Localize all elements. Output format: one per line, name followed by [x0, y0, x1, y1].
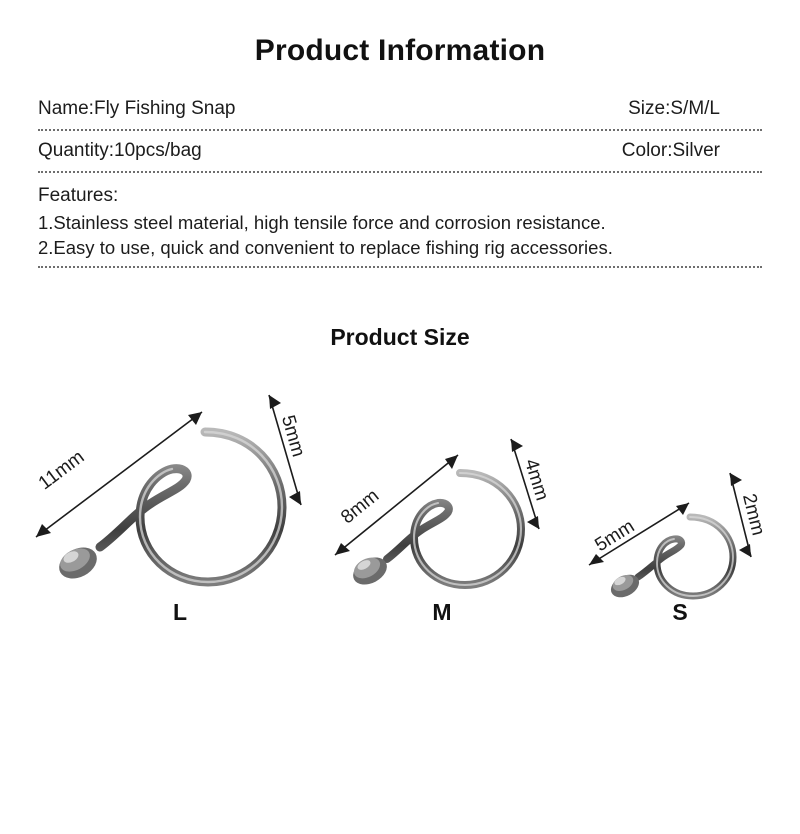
product-size-title: Product Size	[330, 324, 470, 350]
features-block	[38, 182, 762, 268]
snap-group-large	[20, 377, 320, 667]
dimension-length-small: 5mm	[591, 515, 639, 557]
feature-item: 1.Stainless steel material, high tensile force and corrosion resistance.	[38, 212, 606, 233]
page-title: Product Information	[254, 34, 546, 67]
product-info-page	[0, 34, 800, 834]
product-name-cell: Name:Fly Fishing Snap	[38, 98, 236, 119]
dimension-length-medium: 8mm	[337, 485, 384, 529]
product-size-cell: Size:S/M/L	[628, 98, 720, 119]
product-size-diagram	[0, 367, 800, 667]
snap-size-label-small: S	[672, 599, 688, 625]
dimension-width-medium: 4mm	[519, 456, 553, 504]
dimension-length-large: 11mm	[34, 446, 89, 495]
features-label: Features:	[38, 185, 119, 206]
table-row	[38, 96, 762, 131]
dimension-width-small: 2mm	[737, 491, 769, 538]
product-quantity-cell: Quantity:10pcs/bag	[38, 140, 202, 161]
feature-item: 2.Easy to use, quick and convenient to replace fishing rig accessories.	[38, 237, 613, 258]
snap-group-medium	[315, 377, 565, 667]
snap-size-label-large: L	[172, 599, 188, 625]
snap-size-label-medium: M	[432, 599, 452, 625]
table-row	[38, 138, 762, 173]
product-color-cell: Color:Silver	[621, 140, 720, 161]
info-table	[38, 96, 762, 173]
snap-group-small	[565, 377, 790, 667]
dimension-width-large: 5mm	[276, 412, 309, 460]
